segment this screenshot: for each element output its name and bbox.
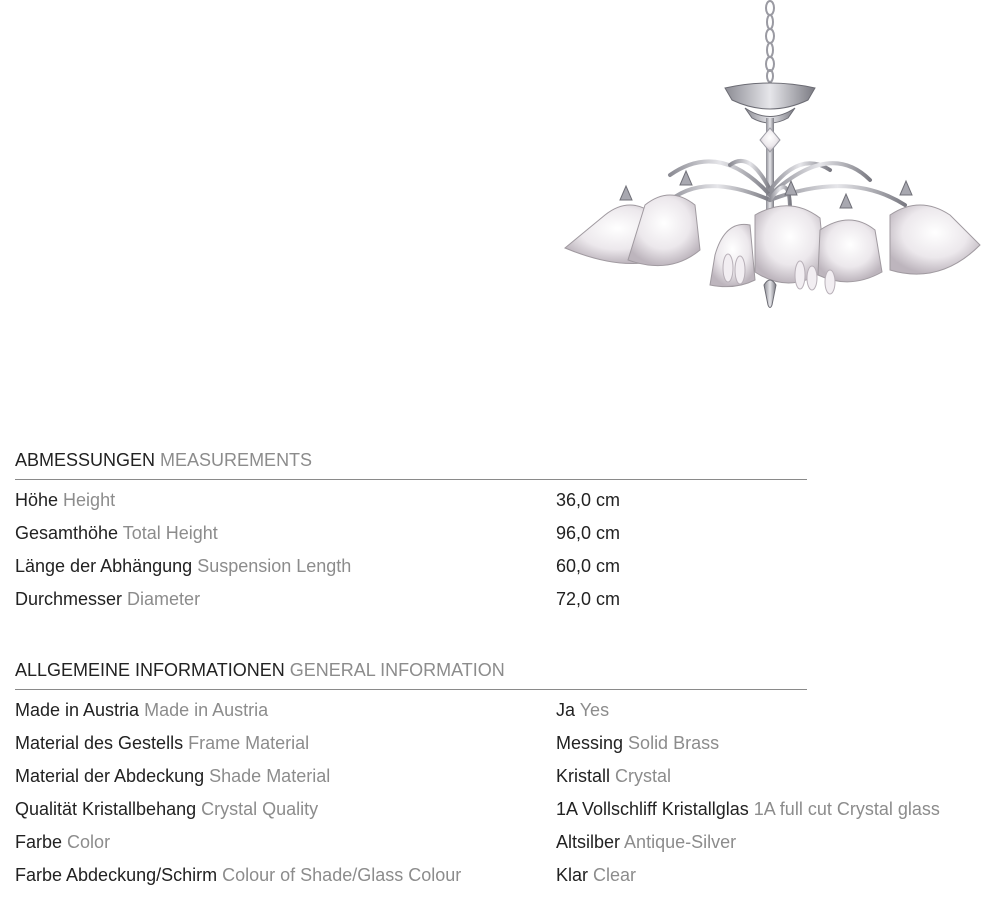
row-value-en: Clear: [593, 865, 637, 885]
table-row: [15, 760, 807, 793]
row-value: 96,0 cm: [556, 523, 621, 543]
measurements-title-de: ABMESSUNGEN: [15, 450, 156, 470]
row-label-de: Höhe: [15, 490, 59, 510]
row-label-de: Länge der Abhängung: [15, 556, 193, 576]
product-image: [550, 0, 987, 320]
row-label-en: Frame Material: [188, 733, 310, 753]
row-label-de: Durchmesser: [15, 589, 123, 609]
row-label-en: Colour of Shade/Glass Colour: [222, 865, 462, 885]
row-value: 72,0 cm: [556, 589, 621, 609]
table-row: [15, 484, 807, 517]
row-value-en: Crystal: [615, 766, 672, 786]
row-label-de: Gesamthöhe: [15, 523, 119, 543]
row-label-en: Color: [67, 832, 111, 852]
table-row: [15, 583, 807, 616]
general-information-title: [15, 659, 807, 690]
table-row: [15, 694, 807, 727]
general-title-en: GENERAL INFORMATION: [289, 660, 505, 680]
row-label-en: Suspension Length: [197, 556, 352, 576]
row-label-en: Total Height: [122, 523, 218, 543]
row-value-en: 1A full cut Crystal glass: [753, 799, 940, 819]
row-value-de: Ja: [556, 700, 576, 720]
row-label-de: Farbe Abdeckung/Schirm: [15, 865, 218, 885]
row-value: 36,0 cm: [556, 490, 621, 510]
row-label-en: Crystal Quality: [201, 799, 319, 819]
row-value-de: Messing: [556, 733, 624, 753]
table-row: [15, 517, 807, 550]
table-row: [15, 550, 807, 583]
table-row: [15, 826, 807, 859]
table-row: [15, 859, 807, 892]
chandelier-icon: [550, 0, 987, 320]
row-label-de: Farbe: [15, 832, 63, 852]
row-label-de: Qualität Kristallbehang: [15, 799, 197, 819]
measurements-section: [15, 449, 807, 616]
general-title-de: ALLGEMEINE INFORMATIONEN: [15, 660, 285, 680]
row-value: 60,0 cm: [556, 556, 621, 576]
row-label-en: Height: [63, 490, 116, 510]
row-label-de: Made in Austria: [15, 700, 140, 720]
row-label-de: Material der Abdeckung: [15, 766, 205, 786]
row-value-de: 1A Vollschliff Kristallglas: [556, 799, 749, 819]
table-row: [15, 793, 940, 826]
row-value-de: Kristall: [556, 766, 611, 786]
row-value-en: Solid Brass: [628, 733, 720, 753]
row-value-de: Altsilber: [556, 832, 621, 852]
row-value-en: Antique-Silver: [624, 832, 737, 852]
row-label-en: Diameter: [127, 589, 201, 609]
row-label-en: Shade Material: [209, 766, 331, 786]
row-value-de: Klar: [556, 865, 589, 885]
row-label-en: Made in Austria: [144, 700, 269, 720]
row-value-en: Yes: [579, 700, 610, 720]
measurements-title: [15, 449, 807, 480]
row-label-de: Material des Gestells: [15, 733, 184, 753]
measurements-title-en: MEASUREMENTS: [160, 450, 313, 470]
table-row: [15, 727, 807, 760]
general-information-section: [15, 659, 940, 892]
